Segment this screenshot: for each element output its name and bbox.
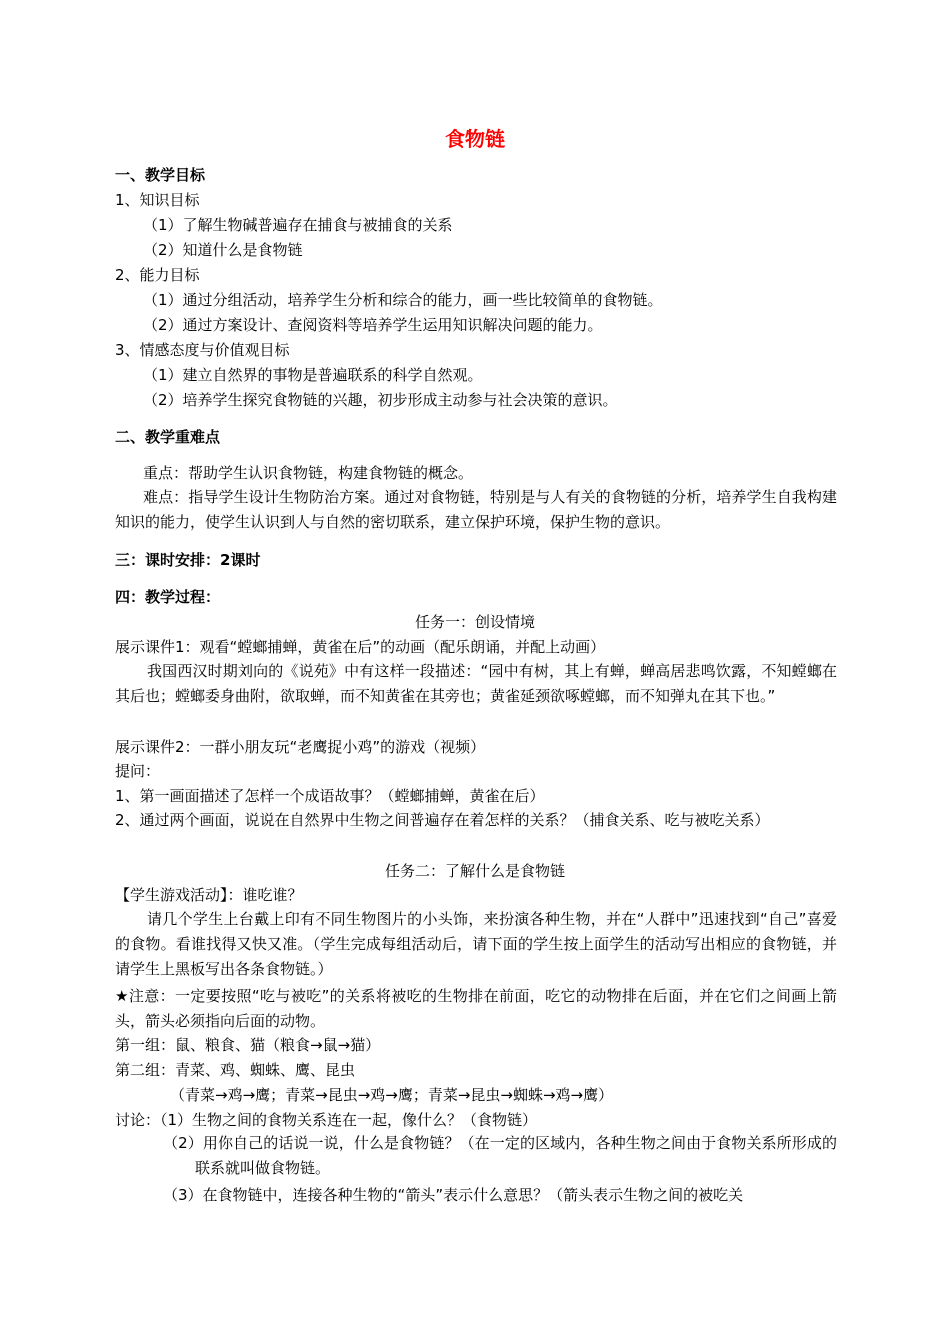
knowledge-goal-2: （2）知道什么是食物链 [143, 241, 303, 259]
section-heading-process: 四：教学过程： [115, 588, 221, 606]
task-two-title: 任务二：了解什么是食物链 [384, 862, 565, 880]
key-point: 重点：帮助学生认识食物链，构建食物链的概念。 [143, 464, 474, 482]
section-heading-keypoints: 二、教学重难点 [115, 428, 221, 446]
document-title: 食物链 [445, 127, 505, 151]
group-two-chains: （青菜→鸡→鹰；青菜→昆虫→鸡→鹰；青菜→昆虫→蜘蛛→鸡→鹰） [170, 1086, 614, 1104]
show-courseware-2: 展示课件2：一群小朋友玩“老鹰捉小鸡”的游戏（视频） [115, 738, 486, 756]
emotion-goal-2: （2）培养学生探究食物链的兴趣，初步形成主动参与社会决策的意识。 [143, 391, 618, 409]
discussion-3: （3）在食物链中，连接各种生物的“箭头”表示什么意思？（箭头表示生物之间的被吃关 [163, 1186, 744, 1204]
difficult-point: 难点：指导学生设计生物防治方案。通过对食物链，特别是与人有关的食物链的分析，培养学生自我构建知识的能力，使学生认识到人与自然的密切联系，建立保护环境，保护生物的意识。 [115, 488, 837, 531]
section-heading-schedule: 三：课时安排：2课时 [115, 551, 261, 569]
task-one-title: 任务一：创设情境 [414, 613, 535, 631]
question-1: 1、第一画面描述了怎样一个成语故事？（螳螂捕蝉，黄雀在后） [115, 787, 545, 805]
question-prompt: 提问： [115, 762, 161, 780]
section-heading-goals: 一、教学目标 [115, 166, 206, 184]
show-courseware-1: 展示课件1：观看“螳螂捕蝉，黄雀在后”的动画（配乐朗诵，并配上动画） [115, 638, 606, 656]
ability-goal-title: 2、能力目标 [115, 266, 200, 284]
group-one: 第一组：鼠、粮食、猫（粮食→鼠→猫） [115, 1036, 381, 1054]
ability-goal-2: （2）通过方案设计、查阅资料等培养学生运用知识解决问题的能力。 [143, 316, 603, 334]
ability-goal-1: （1）通过分组活动，培养学生分析和综合的能力，画一些比较简单的食物链。 [143, 291, 663, 309]
knowledge-goal-title: 1、知识目标 [115, 191, 200, 209]
game-activity-title: 【学生游戏活动】：谁吃谁？ [115, 886, 303, 904]
question-2: 2、通过两个画面，说说在自然界中生物之间普遍存在着怎样的关系？（捕食关系、吃与被吃关系） [115, 811, 770, 829]
discussion-1: 讨论：（1）生物之间的食物关系连在一起，像什么？（食物链） [115, 1111, 538, 1129]
discussion-2: （2）用你自己的话说一说，什么是食物链？（在一定的区域内，各种生物之间由于食物关系所形成的联系就叫做食物链。 [163, 1134, 837, 1177]
game-activity-description: 请几个学生上台戴上印有不同生物图片的小头饰，来扮演各种生物，并在“人群中”迅速找到“自己”喜爱的食物。看谁找得又快又准。（学生完成每组活动后，请下面的学生按上面学生的活动写出相应的食物链，并请学生上黑板写出各条食物链。） [115, 910, 837, 978]
emotion-goal-1: （1）建立自然界的事物是普遍联系的科学自然观。 [143, 366, 483, 384]
note-paragraph: ★注意：一定要按照“吃与被吃”的关系将被吃的生物排在前面，吃它的动物排在后面，并在它们之间画上箭头，箭头必须指向后面的动物。 [115, 987, 837, 1030]
knowledge-goal-1: （1）了解生物碱普遍存在捕食与被捕食的关系 [143, 216, 453, 234]
shuoyuan-story: 我国西汉时期刘向的《说苑》中有这样一段描述：“园中有树，其上有蝉，蝉高居悲鸣饮露，不知螳螂在其后也；螳螂委身曲附，欲取蝉，而不知黄雀在其旁也；黄雀延颈欲啄螳螂，而不知弹丸在其下也。” [115, 662, 837, 705]
emotion-goal-title: 3、情感态度与价值观目标 [115, 341, 290, 359]
group-two: 第二组：青菜、鸡、蜘蛛、鹰、昆虫 [115, 1061, 356, 1079]
